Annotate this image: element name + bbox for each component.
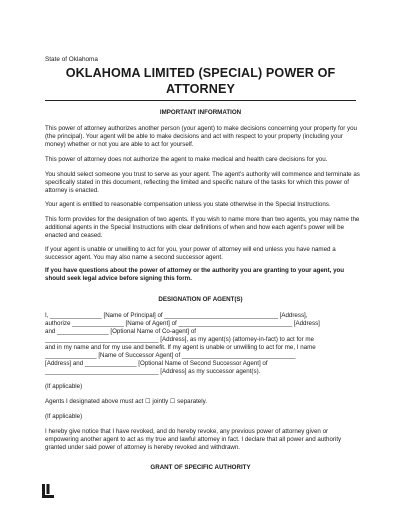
paragraph-select-agent: You should select someone you trust to serve as your agent. The agent's authority will commence and terminate as specifically stated in this document, reflecting the limited and specific nature of the tasks for which this power of attorney is enacted. — [45, 171, 360, 195]
paragraph-authority-scope: This power of attorney authorizes another person (your agent) to make decisions concerning your property for you (the principal). Your agent will be able to make decisions and act with respect to your property (including your money) whether or not you are able to act for yourself. — [45, 125, 357, 149]
grant-of-authority-heading: GRANT OF SPECIFIC AUTHORITY — [150, 464, 251, 471]
document-title: OKLAHOMA LIMITED (SPECIAL) POWER OF ATTORNEY — [65, 66, 336, 96]
designation-line: _________________________________ [Address], as my agent(s) (attorney-in-fact) to act for me — [45, 336, 314, 343]
paragraph-no-medical: This power of attorney does not authorize the agent to make medical and health care decisions for you. — [45, 156, 328, 163]
designation-line: _________________________________ [Address] as my successor agent(s). — [45, 368, 261, 375]
paragraph-legal-advice: If you have questions about the power of attorney or the authority you are granting to your agent, you should seek legal advice before signing this form. — [45, 267, 345, 283]
state-label: State of Oklahoma — [45, 56, 98, 63]
important-information-heading: IMPORTANT INFORMATION — [159, 109, 242, 116]
paragraph-successor-agent: If your agent is unable or unwilling to act for you, your power of attorney will end unless you have named a successor agent. You may also name a second successor agent. — [45, 246, 336, 262]
designation-line: [Address] and _______________ [Optional Name of Second Successor Agent] of — [45, 360, 268, 367]
revocation-paragraph: I hereby give notice that I have revoked, and do hereby revoke, any previous power of attorney given or empowering another agent to act as my true and lawful attorney in fact. I declare that all power and authority granted under said power of attorney is hereby revoked and withdrawn. — [45, 428, 342, 452]
designation-line: authorize _______________ [Name of Agent] of _________________________________ [Address] — [45, 320, 320, 327]
designation-line: _______________ [Name of Successor Agent] of _________________________________ — [45, 352, 296, 359]
designation-line: and _______________ [Optional Name of Co-agent] of — [45, 328, 197, 335]
designation-heading: DESIGNATION OF AGENT(S) — [158, 296, 243, 303]
if-applicable-note: (If applicable) — [45, 383, 83, 390]
paragraph-two-agents: This form provides for the designation of two agents. If you wish to name more than two agents, you may name the additional agents in the Special Instructions with clear definitions of when and how each agent's power will be enacted and ceased. — [45, 216, 360, 240]
paragraph-compensation: Your agent is entitled to reasonable compensation unless you state otherwise in the Special Instructions. — [45, 201, 331, 208]
title-divider — [45, 100, 356, 101]
agents-act-selection: Agents I designated above must act ☐ jointly ☐ separately. — [45, 398, 207, 405]
if-applicable-note: (If applicable) — [45, 413, 83, 420]
designation-line: I, _______________ [Name of Principal] of _________________________________ [Address], — [45, 312, 308, 319]
legal-templates-logo-icon — [42, 484, 54, 498]
designation-line: and in my name and for my use and benefit. If my agent is unable or unwilling to act for me, I name — [45, 344, 316, 351]
